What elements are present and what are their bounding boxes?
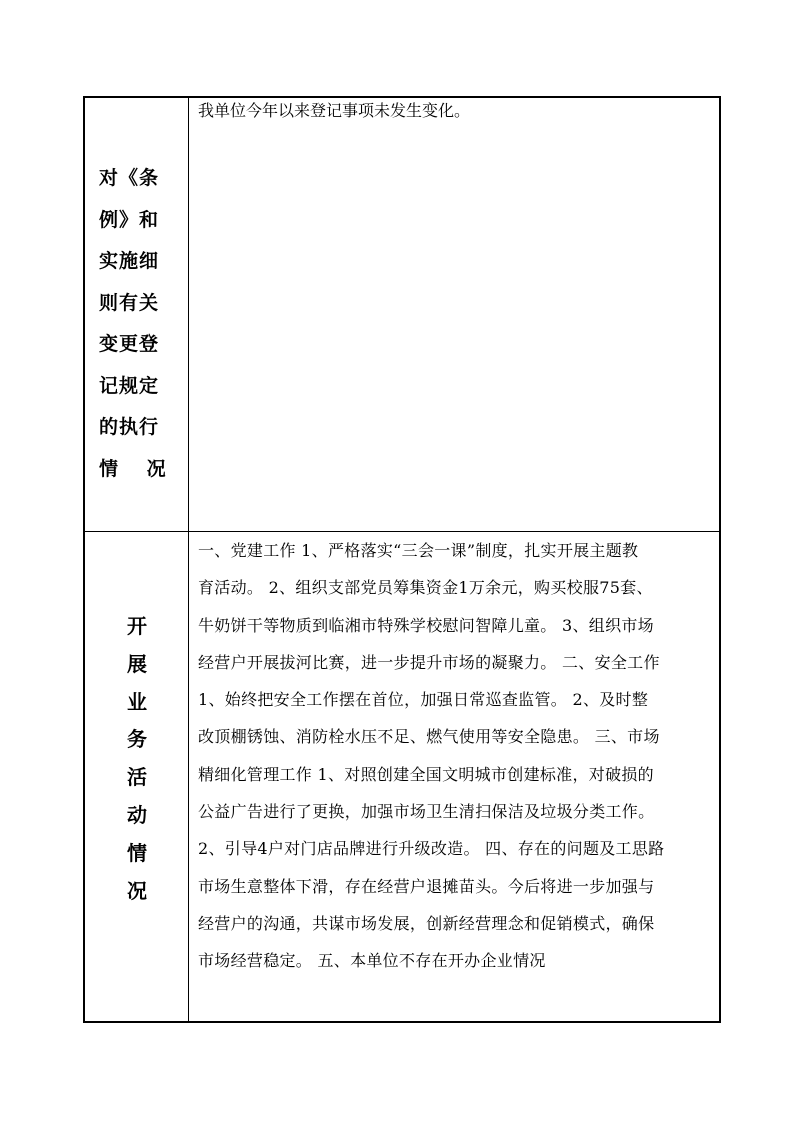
- content-line: 经营户开展拔河比赛，进一步提升市场的凝聚力。 二、安全工作: [198, 652, 660, 672]
- label-line: 记规定: [99, 374, 160, 397]
- label-line: 情 况: [99, 457, 167, 480]
- report-form-table: [83, 96, 721, 1023]
- registration-change-label: [99, 158, 179, 490]
- label-char: 动: [127, 802, 147, 827]
- label-char: 活: [127, 765, 147, 790]
- label-line: 例》和: [99, 208, 160, 231]
- label-line: 则有关: [99, 291, 160, 314]
- label-char: 情: [127, 840, 147, 865]
- content-line: 市场经营稳定。 五、本单位不存在开办企业情况: [198, 951, 546, 971]
- content-line: 育活动。 2、组织支部党员筹集资金1万余元，购买校服75套、: [198, 578, 653, 598]
- content-line: 改顶棚锈蚀、消防栓水压不足、燃气使用等安全隐患。 三、市场: [198, 727, 660, 747]
- registration-change-row: [85, 98, 719, 532]
- registration-change-label-cell: [85, 98, 189, 531]
- label-char: 务: [127, 727, 147, 752]
- label-line: 实施细: [99, 250, 160, 272]
- content-line: 一、党建工作 1、严格落实“三会一课”制度，扎实开展主题教: [198, 541, 639, 560]
- label-line: 变更登: [99, 333, 160, 355]
- business-activity-row: [85, 532, 719, 1021]
- registration-change-content-cell: [189, 98, 719, 531]
- business-activity-label: [85, 608, 189, 910]
- label-char: 业: [127, 689, 147, 714]
- content-line: 公益广告进行了更换，加强市场卫生清扫保洁及垃圾分类工作。: [198, 802, 655, 822]
- content-line: 牛奶饼干等物质到临湘市特殊学校慰问智障儿童。 3、组织市场: [198, 615, 654, 635]
- content-line: 2、引导4户对门店品牌进行升级改造。 四、存在的问题及工思路: [198, 839, 665, 859]
- label-char: 展: [127, 651, 147, 676]
- registration-change-content: 我单位今年以来登记事项未发生变化。: [198, 101, 471, 120]
- content-line: 精细化管理工作 1、对照创建全国文明城市创建标准，对破损的: [198, 764, 654, 784]
- label-line: 对《条: [99, 167, 160, 189]
- business-activity-content-cell: [189, 532, 719, 1021]
- business-activity-content: [198, 532, 718, 980]
- content-line: 市场生意整体下滑，存在经营户退摊苗头。今后将进一步加强与: [198, 876, 655, 896]
- content-line: 经营户的沟通，共谋市场发展，创新经营理念和促销模式，确保: [198, 913, 655, 933]
- label-char: 况: [127, 878, 147, 903]
- label-char: 开: [127, 614, 147, 638]
- label-line: 的执行: [99, 416, 160, 438]
- business-activity-label-cell: [85, 532, 189, 1021]
- content-line: 1、始终把安全工作摆在首位，加强日常巡查监管。 2、及时整: [198, 690, 649, 710]
